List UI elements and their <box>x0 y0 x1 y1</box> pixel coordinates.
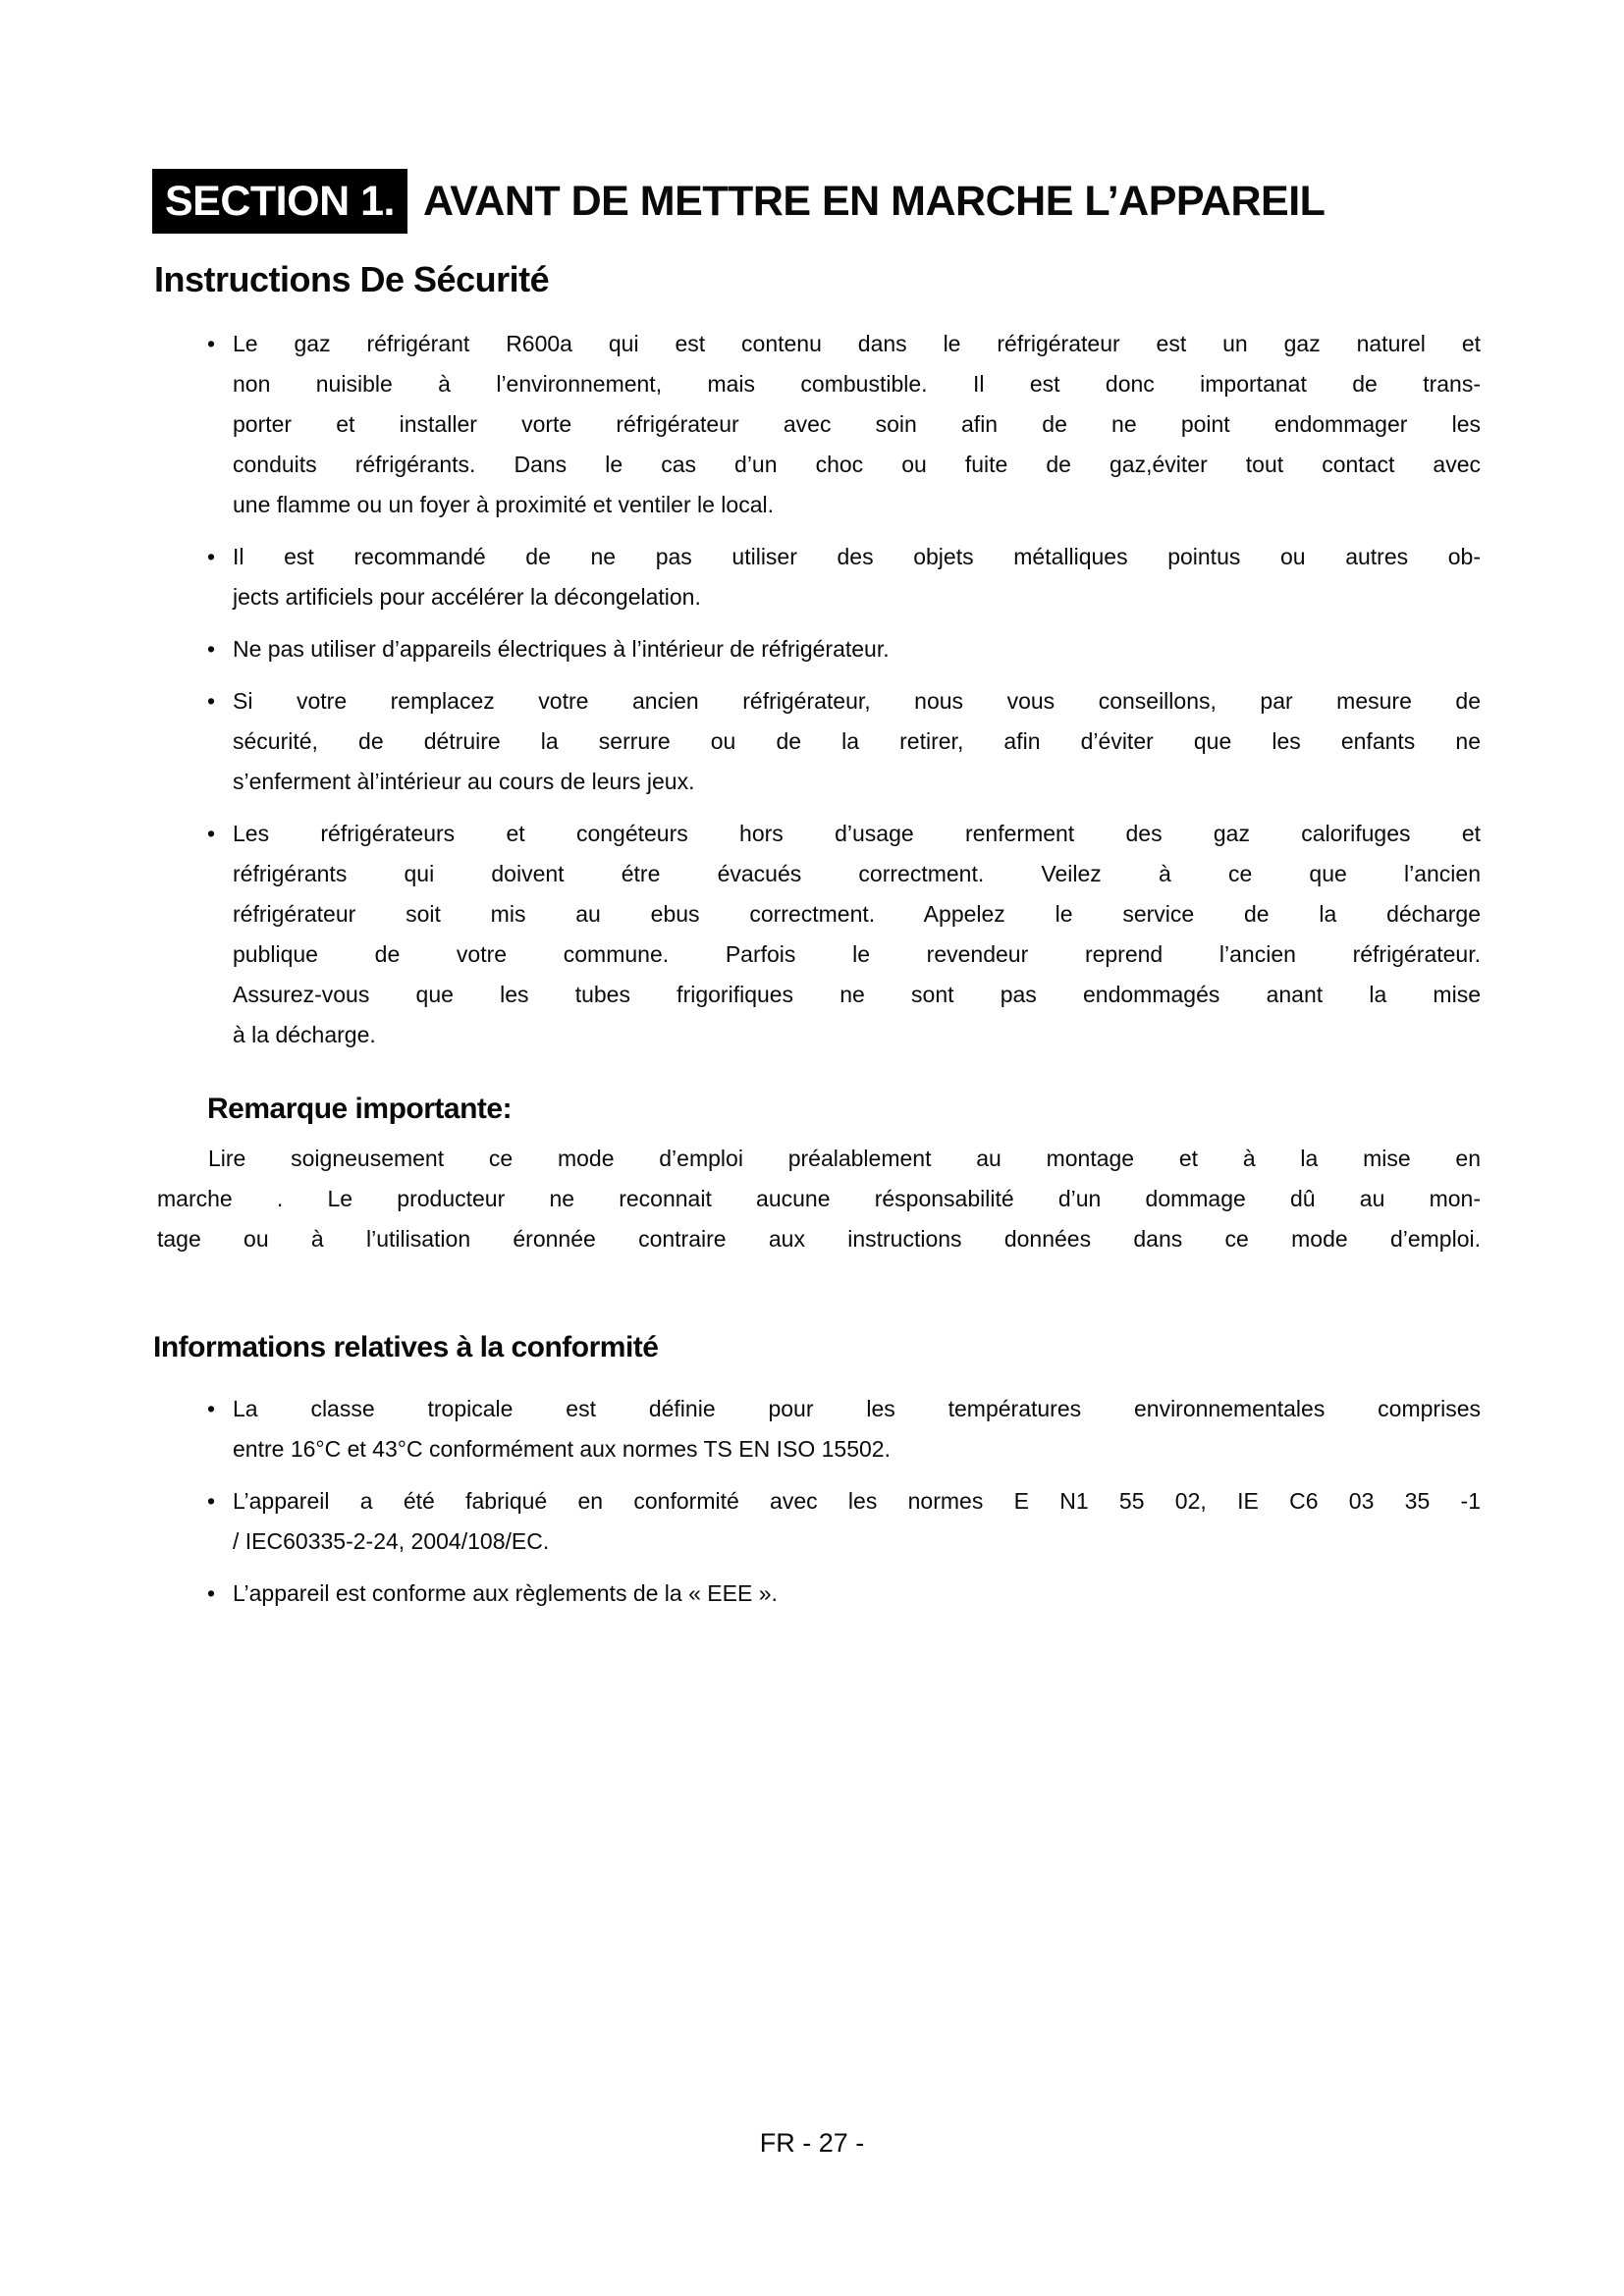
list-item-text <box>233 1389 1481 1469</box>
page-number: FR - 27 - <box>759 2128 865 2158</box>
text-line: Assurez-vous que les tubes frigorifiques ne sont pas endommagés anant la mise <box>233 982 1481 1007</box>
list-item-text <box>233 814 1481 1055</box>
text-line: conduits réfrigérants. Dans le cas d’un choc ou fuite de gaz,éviter tout contact avec <box>233 452 1481 477</box>
text-line: s’enferment àl’intérieur au cours de leurs jeux. <box>233 769 695 794</box>
list-item <box>207 1389 1481 1469</box>
list-item-text <box>233 629 1481 669</box>
text-line: La classe tropicale est définie pour les températures environnementales comprises <box>233 1396 1481 1421</box>
text-line: réfrigérants qui doivent étre évacués correctment. Veilez à ce que l’ancien <box>233 861 1481 886</box>
list-item-text <box>233 1481 1481 1562</box>
text-line: L’appareil est conforme aux règlements de la « EEE ». <box>233 1580 778 1606</box>
text-line: L’appareil a été fabriqué en conformité avec les normes E N1 55 02, IE C6 03 35 -1 <box>233 1488 1481 1514</box>
text-line: Il est recommandé de ne pas utiliser des objets métalliques pointus ou autres ob- <box>233 544 1481 569</box>
list-item <box>207 1574 1481 1614</box>
section-header <box>152 169 1325 234</box>
safety-bullet-list <box>207 324 1481 1055</box>
list-item-text <box>233 324 1481 525</box>
text-line: non nuisible à l’environnement, mais combustible. Il est donc importanat de trans- <box>233 371 1481 397</box>
text-line: Les réfrigérateurs et congéteurs hors d’usage renferment des gaz calorifuges et <box>233 821 1481 846</box>
page-title: AVANT DE METTRE EN MARCHE L’APPAREIL <box>422 177 1326 225</box>
text-line: / IEC60335-2-24, 2004/108/EC. <box>233 1528 550 1554</box>
text-line: à la décharge. <box>233 1022 376 1047</box>
text-line: marche . Le producteur ne reconnait aucune résponsabilité d’un dommage dû au mon- <box>157 1186 1481 1211</box>
text-line: réfrigérateur soit mis au ebus correctment. Appelez le service de la décharge <box>233 901 1481 927</box>
list-item-text <box>233 1574 1481 1614</box>
list-item <box>207 814 1481 1055</box>
text-line: sécurité, de détruire la serrure ou de la retirer, afin d’éviter que les enfants ne <box>233 728 1481 754</box>
text-line: publique de votre commune. Parfois le revendeur reprend l’ancien réfrigérateur. <box>233 941 1481 967</box>
safety-heading: Instructions De Sécurité <box>154 259 550 299</box>
text-line: tage ou à l’utilisation éronnée contraire aux instructions données dans ce mode d’emploi. <box>157 1226 1481 1252</box>
list-item <box>207 537 1481 617</box>
list-item <box>207 1481 1481 1562</box>
text-line: Si votre remplacez votre ancien réfrigérateur, nous vous conseillons, par mesure de <box>233 688 1481 714</box>
text-line: une flamme ou un foyer à proximité et ventiler le local. <box>233 492 774 517</box>
conformity-heading: Informations relatives à la conformité <box>153 1331 659 1363</box>
list-item <box>207 324 1481 525</box>
section-badge: SECTION 1. <box>152 169 407 234</box>
list-item-text <box>233 681 1481 802</box>
conformity-bullet-list <box>207 1389 1481 1614</box>
bullet-icon: • <box>207 636 216 662</box>
text-line: entre 16°C et 43°C conformément aux normes TS EN ISO 15502. <box>233 1436 891 1462</box>
text-line: porter et installer vorte réfrigérateur avec soin afin de ne point endommager les <box>233 411 1481 437</box>
text-line: Le gaz réfrigérant R600a qui est contenu dans le réfrigérateur est un gaz naturel et <box>233 331 1481 356</box>
remark-paragraph <box>157 1139 1481 1259</box>
list-item <box>207 629 1481 669</box>
remark-heading: Remarque importante: <box>207 1093 513 1125</box>
bullet-icon: • <box>207 331 216 356</box>
bullet-icon: • <box>207 1396 216 1421</box>
text-line: Lire soigneusement ce mode d’emploi préalablement au montage et à la mise en <box>208 1146 1481 1171</box>
bullet-icon: • <box>207 821 216 846</box>
bullet-icon: • <box>207 688 216 714</box>
text-line: jects artificiels pour accélérer la décongelation. <box>233 584 701 610</box>
list-item <box>207 681 1481 802</box>
list-item-text <box>233 537 1481 617</box>
bullet-icon: • <box>207 544 216 569</box>
bullet-icon: • <box>207 1580 216 1606</box>
bullet-icon: • <box>207 1488 216 1514</box>
text-line: Ne pas utiliser d’appareils électriques à l’intérieur de réfrigérateur. <box>233 636 890 662</box>
